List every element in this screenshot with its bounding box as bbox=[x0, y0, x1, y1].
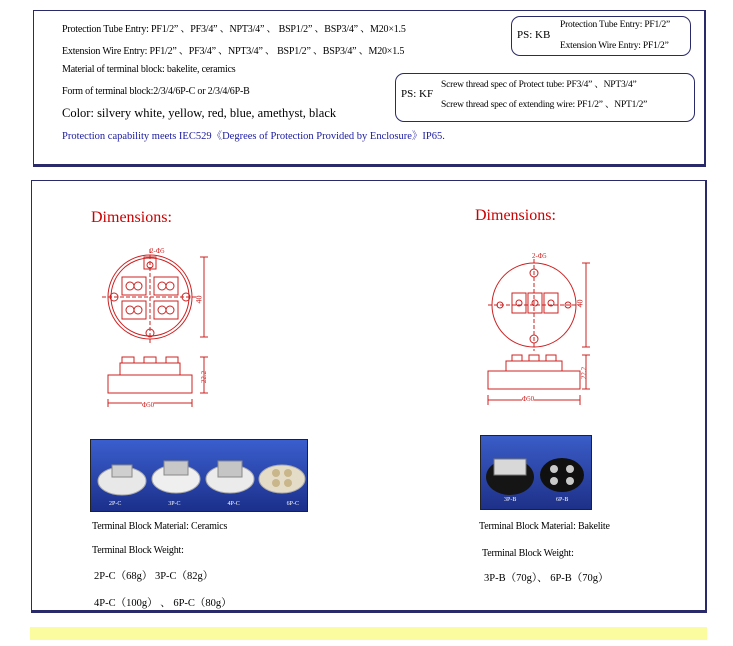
ps-kb-wire-entry: Extension Wire Entry: PF1/2” bbox=[560, 41, 669, 51]
bakelite-block-drawing bbox=[482, 255, 602, 415]
left-weights-row2: 4P-C（100g） 、 6P-C（80g） bbox=[94, 598, 232, 609]
terminal-material-spec: Material of terminal block: bakelite, ceramics bbox=[62, 64, 236, 75]
right-base-dimension: Φ50 bbox=[522, 395, 535, 403]
left-side-dimension: 22.2 bbox=[200, 370, 209, 384]
spec-panel bbox=[33, 10, 706, 167]
ps-kf-tube-thread: Screw thread spec of Protect tube: PF3/4” 、NPT3/4” bbox=[441, 80, 637, 90]
ps-kf-wire-thread: Screw thread spec of extending wire: PF1/2” 、NPT1/2” bbox=[441, 100, 648, 110]
ps-kb-tag: PS: KB bbox=[517, 29, 551, 41]
right-weight-label: Terminal Block Weight: bbox=[482, 548, 574, 559]
ceramic-block-drawing bbox=[100, 245, 220, 409]
photo-label-2pc: 2P-C bbox=[109, 501, 122, 507]
terminal-form-spec: Form of terminal block:2/3/4/6P-C or 2/3/4/6P-B bbox=[62, 86, 250, 97]
left-height-dimension: 40 bbox=[194, 295, 204, 304]
photo-label-4pc: 4P-C bbox=[227, 501, 240, 507]
color-spec: Color: silvery white, yellow, red, blue, amethyst, black bbox=[62, 106, 337, 120]
photo-label-6pc: 6P-C bbox=[286, 501, 299, 507]
left-base-dimension: Φ50 bbox=[142, 401, 155, 409]
dimensions-panel bbox=[31, 180, 707, 613]
right-height-dimension: 40 bbox=[575, 299, 585, 308]
ps-kb-note bbox=[511, 16, 691, 56]
left-material: Terminal Block Material: Ceramics bbox=[92, 521, 228, 532]
bakelite-blocks-photo bbox=[480, 435, 592, 510]
right-weights-row1: 3P-B（70g）、 6P-B（70g） bbox=[484, 573, 609, 584]
photo-label-3pb: 3P-B bbox=[504, 497, 517, 503]
left-weight-label: Terminal Block Weight: bbox=[92, 545, 184, 556]
ps-kf-note bbox=[395, 73, 695, 122]
photo-label-6pb: 6P-B bbox=[556, 497, 569, 503]
ps-kb-tube-entry: Protection Tube Entry: PF1/2” bbox=[560, 20, 671, 30]
right-dimensions-title: Dimensions: bbox=[475, 207, 556, 224]
left-dimensions-title: Dimensions: bbox=[91, 209, 172, 226]
photo-label-3pc: 3P-C bbox=[168, 501, 181, 507]
protection-tube-entry-spec: Protection Tube Entry: PF1/2” 、PF3/4” 、NPT3/4” 、 BSP1/2” 、BSP3/4” 、M20×1.5 bbox=[62, 24, 406, 35]
ps-kf-tag: PS: KF bbox=[401, 88, 434, 100]
footer-bar bbox=[30, 627, 707, 640]
left-weights-row1: 2P-C（68g） 3P-C（82g） bbox=[94, 571, 214, 582]
ceramic-photo-labels bbox=[109, 501, 299, 507]
right-side-dimension: 22.2 bbox=[580, 366, 589, 380]
left-hole-dimension: 2-Φ5 bbox=[150, 247, 165, 255]
extension-wire-entry-spec: Extension Wire Entry: PF1/2” 、PF3/4” 、NPT3/4” 、 BSP1/2” 、BSP3/4” 、M20×1.5 bbox=[62, 46, 405, 57]
right-material: Terminal Block Material: Bakelite bbox=[479, 521, 610, 532]
right-hole-dimension: 2-Φ5 bbox=[532, 252, 547, 260]
protection-capability-spec: Protection capability meets IEC529《Degrees of Protection Provided by Enclosure》IP65. bbox=[62, 131, 445, 142]
